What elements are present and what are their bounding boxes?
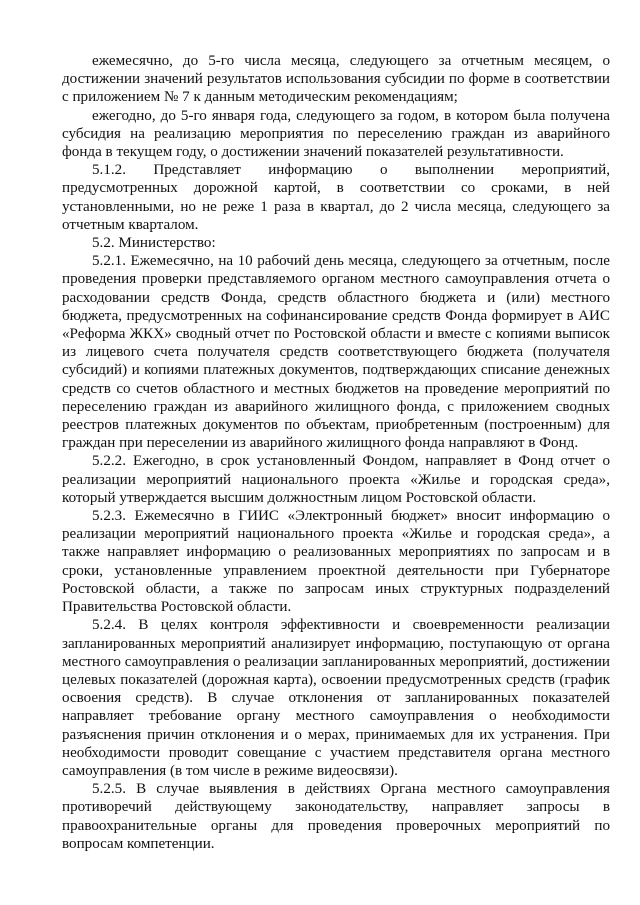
paragraph-5-2-3: 5.2.3. Ежемесячно в ГИИС «Электронный бюджет» вносит информацию о реализации мероприятий национального проекта «Жилье и городская среда», а также направляет информацию о реализованных мероприятиях по запросам и в сроки, установленные управлением проектной деятельности при Губернаторе Ростовской области, а также по запросам иных структурных подразделений Правительства Ростовской области. xyxy=(62,508,610,616)
paragraph-5-2-4: 5.2.4. В целях контроля эффективности и своевременности реализации запланированных мероприятий анализирует информацию, поступающую от органа местного самоуправления о реализации запланированных мероприятий, достижении целевых показателей (дорожная карта), освоении предусмотренных средств (график освоения средств). В случае отклонения от запланированных показателей направляет требование органу местного самоуправления о необходимости разъяснения причин отклонения и о мерах, принимаемых для их устранения. При необходимости проводит совещание с участием представителя органа местного самоуправления (в том числе в режиме видеосвязи). xyxy=(62,617,610,779)
paragraph-5-2-1: 5.2.1. Ежемесячно, на 10 рабочий день месяца, следующего за отчетным, после проведения проверки представляемого органом местного самоуправления отчета о расходовании средств Фонда, средств областного бюджета и (или) местного бюджета, предусмотренных на софинансирование средств Фонда формирует в АИС «Реформа ЖКХ» сводный отчет по Ростовской области и вместе с копиями выписок из лицевого счета получателя средств соответствующего бюджета (получателя субсидий) и копиями платежных документов, подтверждающих списание денежных средств со счетов областного и местных бюджетов на проведение мероприятий по переселению граждан из аварийного жилищного фонда, с приложением сводных реестров платежных документов по объектам, приобретенным (построенным) для граждан при переселении из аварийного жилищного фонда направляют в Фонд. xyxy=(62,253,610,452)
paragraph-5-2-heading: 5.2. Министерство: xyxy=(92,235,216,252)
paragraph-5-2-2: 5.2.2. Ежегодно, в срок установленный Фондом, направляет в Фонд отчет о реализации мероприятий национального проекта «Жилье и городская среда», который утверждается высшим должностным лицом Ростовской области. xyxy=(62,453,610,506)
document-page xyxy=(62,52,610,853)
paragraph-5-1-2: 5.1.2. Представляет информацию о выполнении мероприятий, предусмотренных дорожной картой, в соответствии со сроками, в ней установленными, но не реже 1 раза в квартал, до 2 числа месяца, следующего за отчетным кварталом. xyxy=(62,162,610,233)
paragraph-monthly-report: ежемесячно, до 5-го числа месяца, следующего за отчетным месяцем, о достижении значений результатов использования субсидии по форме в соответствии с приложением № 7 к данным методическим рекомендациям; xyxy=(62,53,610,106)
paragraph-5-2-5: 5.2.5. В случае выявления в действиях Органа местного самоуправления противоречий действующему законодательству, направляет запросы в правоохранительные органы для проведения проверочных мероприятий по вопросам компетенции. xyxy=(62,781,610,852)
paragraph-annual-report: ежегодно, до 5-го января года, следующего за годом, в котором была получена субсидия на реализацию мероприятия по переселению граждан из аварийного фонда в текущем году, о достижении значений показателей результативности. xyxy=(62,107,610,161)
